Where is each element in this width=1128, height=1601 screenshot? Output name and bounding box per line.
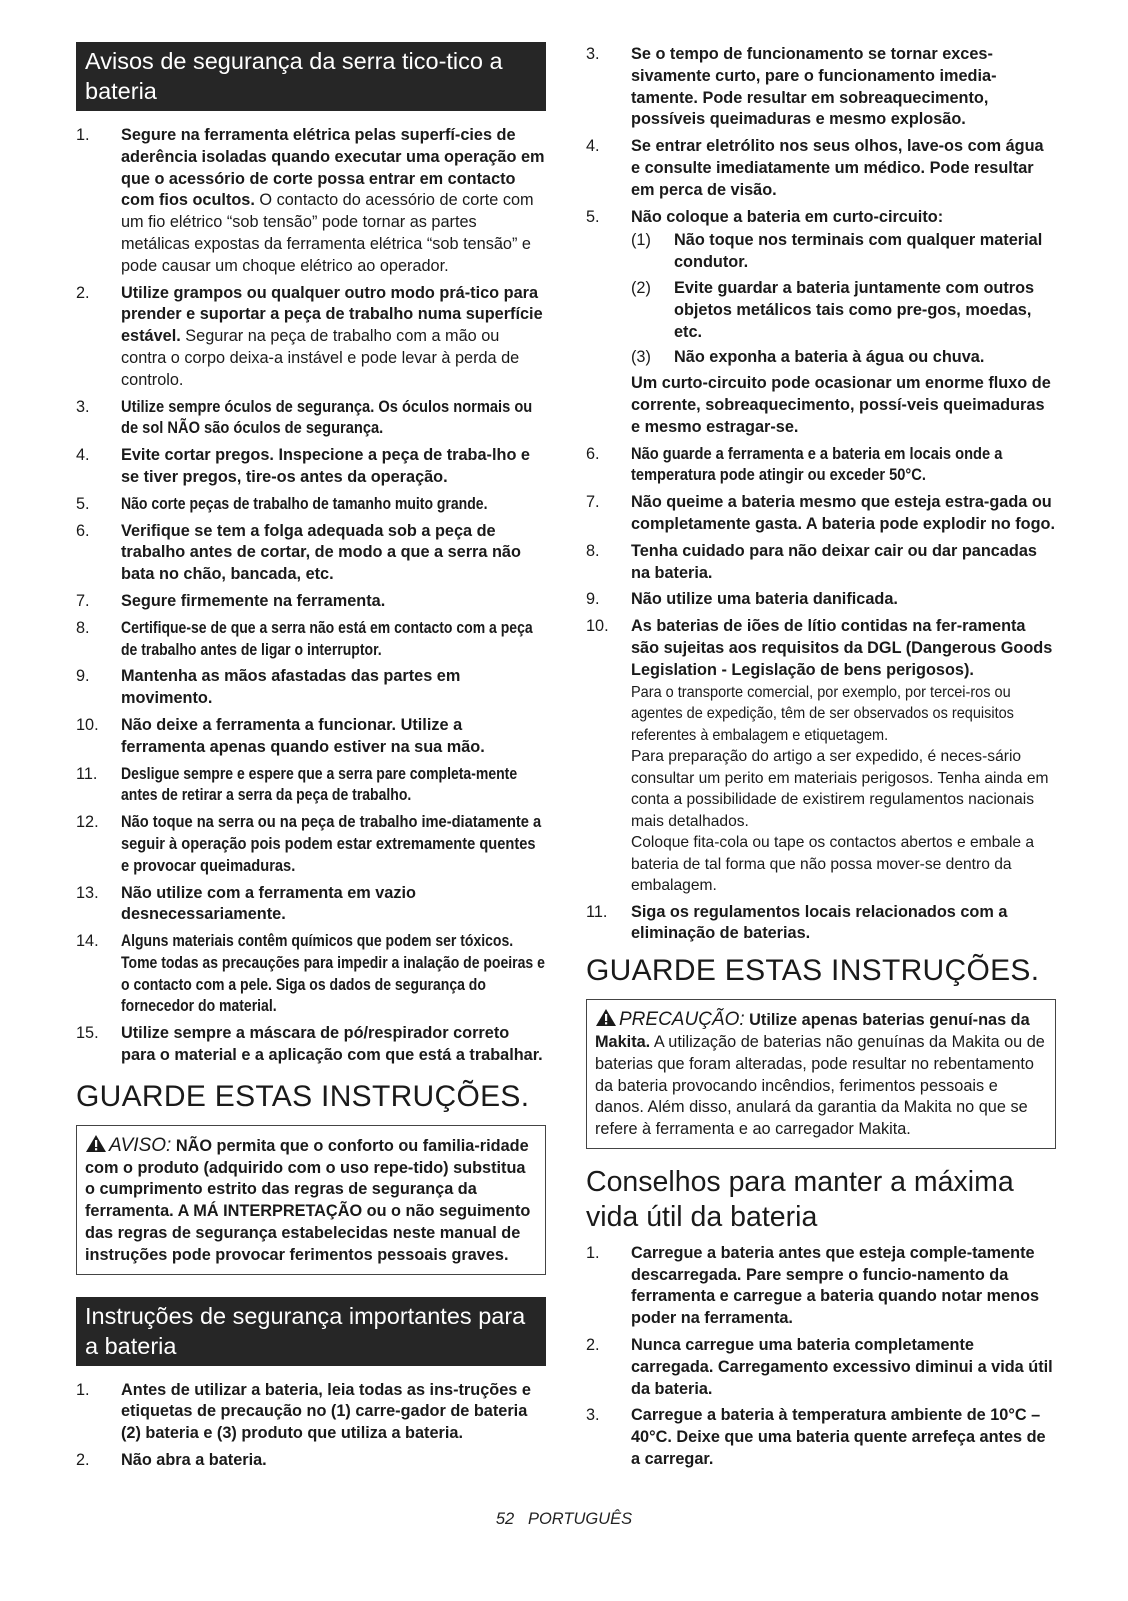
list-item: 8. Certifique-se de que a serra não está em contacto com a peça de trabalho antes de ligar o interruptor.	[76, 618, 533, 659]
list-item: 3. Utilize sempre óculos de segurança. Os óculos normais ou de sol NÃO são óculos de segurança.	[76, 397, 533, 438]
preparation-note: Para preparação do artigo a ser expedido, é neces-sário consultar um perito em materiais perigosos. Tenha ainda em conta a possibilidade de existirem regulamentos nacionais mais detalhados.	[631, 748, 1049, 830]
warning-box: AVISO: NÃO permita que o conforto ou familia-ridade com o produto (adquirido com o uso repe-tido) substitua o cumprimento estrito das regras de segurança da ferramenta. A MÁ INTERPRETAÇÃO ou o não seguimento das regras de segurança estabelecidas neste manual de instruções pode provocar ferimentos pessoais graves.	[76, 1125, 546, 1275]
save-instructions-heading: GUARDE ESTAS INSTRUÇÕES.	[76, 1079, 530, 1113]
list-item: 6. Não guarde a ferramenta e a bateria em locais onde a temperatura pode atingir ou exceder 50°C.	[586, 444, 1003, 485]
list-item: 9. Não utilize uma bateria danificada.	[586, 590, 898, 609]
list-item: 1. Antes de utilizar a bateria, leia todas as ins-truções e etiquetas de precaução no (1) carre-gador de bateria (2) bateria e (3) produto que utiliza a bateria.	[76, 1380, 531, 1443]
list-item: 3. Se o tempo de funcionamento se tornar exces-sivamente curto, pare o funcionamento imedia-tamente. Pode resultar em sobreaquecimento, possíveis queimaduras e mesmo explosão.	[586, 45, 997, 129]
list-item: 1. Segure na ferramenta elétrica pelas superfí-cies de aderência isoladas quando executar uma operação em que o acessório de corte possa entrar em contacto com fios ocultos. O contacto do acessório de corte com um fio elétrico “sob tensão” pode tornar as partes metálicas expostas da ferramenta elétrica “sob tensão” e pode causar um choque elétrico ao operador.	[76, 126, 545, 275]
short-circuit-sublist	[631, 230, 1056, 369]
list-item: 5. Não coloque a bateria em curto-circuito: (1) Não toque nos terminais com qualquer material condutor. (2) Evite guardar a bateria juntamente com outros objetos metálicos tais como pre-gos, moedas, etc. (3) Não exponha a bateria à água ou chuva. Um curto-circuito pode ocasionar um enorme fluxo de corrente, sobreaquecimento, possí-veis queimaduras e mesmo estragar-se.	[586, 207, 1056, 439]
right-column	[586, 44, 1056, 1476]
list-item: 4. Evite cortar pregos. Inspecione a peça de traba-lho e se tiver pregos, tire-os antes da operação.	[76, 446, 530, 486]
section-title-battery-life: Conselhos para manter a máxima vida útil da bateria	[586, 1165, 1014, 1233]
section-title-jigsaw-safety: Avisos de segurança da serra tico-tico a bateria	[76, 42, 546, 111]
save-instructions-heading: GUARDE ESTAS INSTRUÇÕES.	[586, 954, 1040, 988]
packaging-note: Coloque fita-cola ou tape os contactos abertos e embale a bateria de tal forma que não possa mover-se dentro da embalagem.	[631, 834, 1035, 895]
page-footer	[0, 1510, 1128, 1529]
list-item: 8. Tenha cuidado para não deixar cair ou dar pancadas na bateria.	[586, 541, 1037, 582]
warning-triangle-icon	[85, 1134, 107, 1153]
page-number: 52	[495, 1510, 515, 1528]
caution-box: PRECAUÇÃO: Utilize apenas baterias genuí-nas da Makita. A utilização de baterias não genuínas da Makita ou de baterias que foram alteradas, pode resultar no rebentamento da bateria provocando incêndios, ferimentos pessoais e danos. Além disso, anulará da garantia da Makita no que se refere à ferramenta e ao carregador Makita.	[586, 999, 1056, 1149]
left-column	[76, 42, 546, 1477]
list-item: 4. Se entrar eletrólito nos seus olhos, lave-os com água e consulte imediatamente um médico. Pode resultar em perca de visão.	[586, 137, 1044, 199]
caution-label: PRECAUÇÃO:	[619, 1009, 745, 1031]
section-title-battery-safety: Instruções de segurança importantes para a bateria	[76, 1297, 546, 1366]
warning-label: AVISO:	[109, 1134, 172, 1156]
list-item: 15. Utilize sempre a máscara de pó/respirador correto para o material e a aplicação com que está a trabalhar.	[76, 1024, 543, 1065]
transport-note: Para o transporte comercial, por exemplo, por tercei-ros ou agentes de expedição, têm de ser observados os requisitos referentes à embalagem e etiquetagem.	[631, 683, 1014, 744]
list-item: 10. As baterias de iões de lítio contidas na fer-ramenta são sujeitas aos requisitos da DGL (Dangerous Goods Legislation - Legislação de bens perigosos). Para o transporte comercial, por exemplo, por tercei-ros ou agentes de expedição, têm de ser observados os requisitos referentes à embalagem e etiquetagem. Para preparação do artigo a ser expedido, é neces-sário consultar um perito em materiais perigosos. Tenha ainda em conta a possibilidade de existirem regulamentos nacionais mais detalhados. Coloque fita-cola ou tape os contactos abertos e embale a bateria de tal forma que não possa mover-se dentro da embalagem.	[586, 616, 1056, 896]
list-item: 11. Desligue sempre e espere que a serra pare completa-mente antes de retirar a serra da peça de trabalho.	[76, 764, 518, 805]
list-item: 2. Utilize grampos ou qualquer outro modo prá-tico para prender e suportar a peça de trabalho numa superfície estável. Segurar na peça de trabalho com a mão ou contra o corpo deixa-a instável e pode levar à perda de controlo.	[76, 283, 543, 389]
list-item: 10. Não deixe a ferramenta a funcionar. Utilize a ferramenta apenas quando estiver na sua mão.	[76, 715, 485, 756]
list-item: 7. Segure firmemente na ferramenta.	[76, 591, 386, 610]
language-label: PORTUGUÊS	[527, 1510, 633, 1528]
list-item: 14. Alguns materiais contêm químicos que podem ser tóxicos. Tome todas as precauções para impedir a inalação de poeiras e o contacto com a pele. Siga os dados de segurança do fornecedor do material.	[76, 932, 545, 1016]
list-item: 3. Carregue a bateria à temperatura ambiente de 10°C – 40°C. Deixe que uma bateria quente arrefeça antes de a carregar.	[586, 1406, 1046, 1469]
battery-safety-list-continued	[586, 44, 1056, 945]
list-item: 12. Não toque na serra ou na peça de trabalho ime-diatamente a seguir à operação pois podem estar extremamente quentes e provocar queimaduras.	[76, 813, 542, 875]
sub-list-item: (2) Evite guardar a bateria juntamente com outros objetos metálicos tais como pre-gos, moedas, etc.	[631, 278, 1035, 341]
list-item: 9. Mantenha as mãos afastadas das partes em movimento.	[76, 667, 461, 708]
battery-life-tips-list	[586, 1243, 1056, 1471]
list-item: 6. Verifique se tem a folga adequada sob a peça de trabalho antes de cortar, de modo a que a serra não bata no chão, bancada, etc.	[76, 521, 521, 584]
list-item: 1. Carregue a bateria antes que esteja comple-tamente descarregada. Pare sempre o funcio-namento da ferramenta e carregue a bateria quando notar menos poder na ferramenta.	[586, 1243, 1040, 1328]
sub-list-item: (3) Não exponha a bateria à água ou chuva.	[631, 348, 985, 367]
sub-list-item: (1) Não toque nos terminais com qualquer material condutor.	[631, 231, 1043, 272]
list-item: 7. Não queime a bateria mesmo que esteja estra-gada ou completamente gasta. A bateria pode explodir no fogo.	[586, 493, 1055, 533]
short-circuit-consequence: Um curto-circuito pode ocasionar um enorme fluxo de corrente, sobreaquecimento, possí-veis queimaduras e mesmo estragar-se.	[631, 374, 1051, 436]
jigsaw-safety-list	[76, 125, 546, 1067]
warning-triangle-icon	[595, 1008, 617, 1027]
list-item: 2. Não abra a bateria.	[76, 1451, 267, 1470]
battery-safety-list	[76, 1380, 546, 1472]
list-item: 5. Não corte peças de trabalho de tamanho muito grande.	[76, 494, 488, 513]
list-item: 2. Nunca carregue uma bateria completamente carregada. Carregamento excessivo diminui a vida útil da bateria.	[586, 1336, 1053, 1398]
list-item: 13. Não utilize com a ferramenta em vazio desnecessariamente.	[76, 883, 416, 924]
list-item: 11. Siga os regulamentos locais relacionados com a eliminação de baterias.	[586, 902, 1008, 943]
